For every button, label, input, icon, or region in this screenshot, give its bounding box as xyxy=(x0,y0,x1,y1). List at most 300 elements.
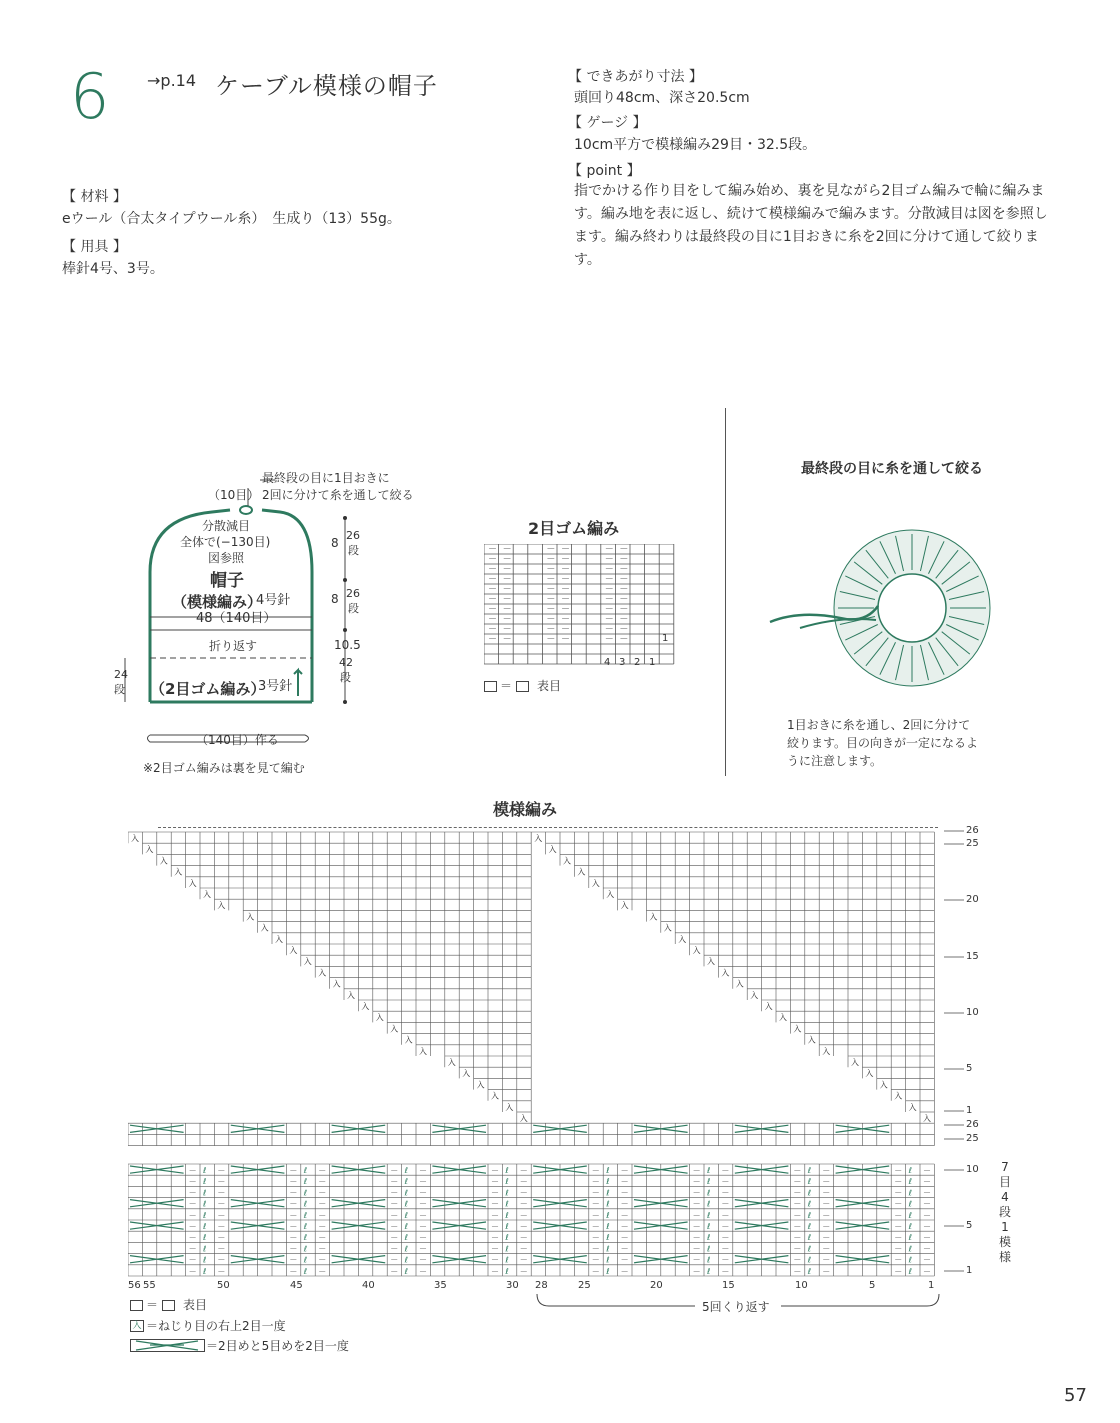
purl-symbol: － xyxy=(923,1255,931,1265)
purl-symbol: － xyxy=(620,1210,629,1220)
purl-symbol: － xyxy=(591,1222,600,1231)
row-marker-25: 25 xyxy=(966,838,979,849)
purl-symbol: － xyxy=(894,1166,903,1175)
purl-symbol: － xyxy=(491,1177,499,1187)
rib-purl-symbol: － xyxy=(619,605,629,615)
rib-purl-symbol: － xyxy=(604,555,614,565)
decrease-symbol: 入 xyxy=(375,1013,384,1023)
dim-top-rows: 26 xyxy=(346,529,360,542)
twisted-stitch-symbol: ℓ xyxy=(303,1266,308,1276)
purl-symbol: － xyxy=(894,1188,903,1198)
purl-symbol: － xyxy=(923,1199,931,1209)
rib-purl-symbol: － xyxy=(619,635,629,645)
purl-symbol: － xyxy=(591,1255,600,1265)
decrease-symbol: 入 xyxy=(707,957,715,967)
purl-symbol: － xyxy=(188,1244,197,1254)
purl-symbol: － xyxy=(692,1222,701,1231)
twisted-stitch-symbol: ℓ xyxy=(203,1199,207,1209)
purl-symbol: － xyxy=(793,1266,802,1276)
purl-symbol: － xyxy=(289,1210,298,1220)
rib-purl-symbol: － xyxy=(488,635,498,645)
rib-purl-symbol: － xyxy=(604,565,614,575)
twisted-stitch-symbol: ℓ xyxy=(303,1210,308,1220)
purl-symbol: － xyxy=(188,1188,197,1198)
rib-purl-symbol: － xyxy=(561,585,571,595)
tools-label: 【 用具 】 xyxy=(62,239,127,255)
rib-purl-symbol: － xyxy=(488,585,498,595)
twisted-stitch-symbol: ℓ xyxy=(303,1199,308,1209)
rib-legend-text: 表目 xyxy=(537,679,562,693)
purl-symbol: － xyxy=(692,1244,701,1254)
rib-purl-symbol: － xyxy=(488,555,498,565)
row-marker-10b: 10 xyxy=(966,1164,979,1175)
col-label-35: 35 xyxy=(434,1280,447,1291)
decrease-symbol: 入 xyxy=(879,1080,888,1090)
purl-symbol: － xyxy=(591,1233,600,1243)
dim-body-cm: 10.5 xyxy=(334,638,361,652)
row-marker-20: 20 xyxy=(966,894,979,905)
main-chart-title: 模様編み xyxy=(493,800,558,819)
rib-purl-symbol: － xyxy=(502,565,512,575)
decrease-symbol: 入 xyxy=(275,934,283,944)
twisted-stitch-symbol: ℓ xyxy=(505,1188,509,1198)
decrease-symbol: 入 xyxy=(159,856,168,866)
rib-purl-symbol: － xyxy=(561,625,571,635)
twisted-stitch-symbol: ℓ xyxy=(807,1177,812,1187)
rib-purl-symbol: － xyxy=(561,575,571,585)
purl-symbol: － xyxy=(419,1244,427,1254)
twisted-stitch-symbol: ℓ xyxy=(404,1222,408,1231)
purl-symbol: － xyxy=(793,1166,802,1175)
hat-width: 48（140目） xyxy=(196,611,277,626)
legend-knit-box xyxy=(516,681,529,692)
purl-symbol: － xyxy=(692,1188,701,1198)
decrease-symbol: 入 xyxy=(361,1002,370,1011)
purl-symbol: － xyxy=(519,1166,528,1175)
twisted-stitch-symbol: ℓ xyxy=(303,1166,308,1175)
purl-symbol: － xyxy=(491,1233,499,1243)
purl-symbol: － xyxy=(188,1255,197,1265)
purl-symbol: － xyxy=(318,1199,327,1209)
decrease-symbol: 入 xyxy=(548,845,557,855)
purl-symbol: － xyxy=(793,1222,802,1231)
purl-symbol: － xyxy=(591,1210,600,1220)
twisted-stitch-symbol: ℓ xyxy=(908,1222,912,1231)
purl-symbol: － xyxy=(390,1166,399,1175)
repeat-side-label xyxy=(998,1160,1012,1265)
purl-symbol: － xyxy=(822,1199,831,1209)
purl-symbol: － xyxy=(289,1266,298,1276)
purl-symbol: － xyxy=(519,1177,528,1187)
decrease-symbol: 入 xyxy=(793,1024,802,1034)
rib-purl-symbol: － xyxy=(619,585,629,595)
size-text: 頭回り48cm、深さ20.5cm xyxy=(574,90,750,106)
purl-symbol: － xyxy=(318,1222,327,1231)
purl-symbol: － xyxy=(419,1210,427,1220)
dim-rib-rows: 24 xyxy=(114,668,128,681)
purl-symbol: － xyxy=(692,1166,701,1175)
side-label-char: 様 xyxy=(998,1250,1011,1264)
row-marker-arrows xyxy=(940,826,966,1278)
rib-purl-symbol: － xyxy=(604,575,614,585)
purl-symbol: － xyxy=(289,1177,298,1187)
rib-purl-symbol: － xyxy=(502,635,512,645)
hat-name: 帽子 xyxy=(210,571,244,591)
purl-symbol: － xyxy=(894,1210,903,1220)
purl-symbol: － xyxy=(620,1255,629,1265)
twisted-stitch-symbol: ℓ xyxy=(707,1177,711,1187)
twisted-stitch-symbol: ℓ xyxy=(505,1244,509,1254)
legend-cable-text: ＝2目めと5目めを2目一度 xyxy=(206,1339,349,1353)
rib-purl-symbol: － xyxy=(604,625,614,635)
decrease-symbol: 入 xyxy=(260,923,269,933)
purl-symbol: － xyxy=(217,1244,226,1254)
twisted-stitch-symbol: ℓ xyxy=(303,1188,308,1198)
purl-symbol: － xyxy=(390,1233,399,1243)
point-label: 【 point 】 xyxy=(568,163,641,179)
decrease-symbol: 入 xyxy=(620,901,629,911)
rib-purl-symbol: － xyxy=(604,595,614,605)
purl-symbol: － xyxy=(591,1166,600,1175)
rib-purl-symbol: － xyxy=(546,575,556,585)
twisted-stitch-symbol: ℓ xyxy=(807,1233,812,1243)
dim-body-dan: 段 xyxy=(340,671,351,684)
size-label: 【 できあがり寸法 】 xyxy=(568,69,703,85)
purl-symbol: － xyxy=(519,1266,528,1276)
twisted-stitch-symbol: ℓ xyxy=(606,1166,610,1175)
rib-col-4: 4 xyxy=(604,657,611,668)
col-label-30: 30 xyxy=(506,1280,519,1291)
purl-symbol: － xyxy=(318,1244,327,1254)
twisted-stitch-symbol: ℓ xyxy=(303,1233,308,1243)
decrease-symbol: 入 xyxy=(332,979,341,989)
decrease-symbol: 入 xyxy=(447,1058,456,1067)
purl-symbol: － xyxy=(822,1177,831,1187)
twisted-stitch-symbol: ℓ xyxy=(303,1177,308,1187)
rib-purl-symbol: － xyxy=(488,545,498,555)
page-title: ケーブル模様の帽子 xyxy=(215,72,438,100)
twisted-stitch-symbol: ℓ xyxy=(707,1255,711,1265)
purl-symbol: － xyxy=(591,1188,600,1198)
purl-symbol: － xyxy=(318,1255,327,1265)
twisted-stitch-symbol: ℓ xyxy=(908,1199,912,1209)
purl-symbol: － xyxy=(217,1255,226,1265)
twisted-stitch-symbol: ℓ xyxy=(707,1210,711,1220)
col-label-10: 10 xyxy=(795,1280,808,1291)
decrease-label: 分散減目 xyxy=(202,519,251,533)
purl-symbol: － xyxy=(217,1199,226,1209)
rib-purl-symbol: － xyxy=(546,565,556,575)
twisted-stitch-symbol: ℓ xyxy=(807,1255,812,1265)
legend-knit-text: 表目 xyxy=(183,1298,208,1312)
decrease-symbol: 入 xyxy=(923,1114,931,1123)
rib-purl-symbol: － xyxy=(546,585,556,595)
purl-symbol: － xyxy=(217,1210,226,1220)
purl-symbol: － xyxy=(419,1188,427,1198)
decrease-symbol: 入 xyxy=(246,912,255,922)
rib-purl-symbol: － xyxy=(561,605,571,615)
rib-col-2: 2 xyxy=(634,657,641,668)
purl-symbol: － xyxy=(519,1222,528,1231)
dim-rib-dan: 段 xyxy=(114,683,125,696)
rib-purl-symbol: － xyxy=(561,615,571,625)
purl-symbol: － xyxy=(822,1255,831,1265)
purl-symbol: － xyxy=(519,1244,528,1254)
purl-symbol: － xyxy=(721,1188,730,1198)
purl-symbol: － xyxy=(188,1222,197,1231)
legend-empty-box xyxy=(484,681,497,692)
rib-purl-symbol: － xyxy=(488,615,498,625)
decrease-symbol: 入 xyxy=(390,1024,399,1034)
twisted-stitch-symbol: ℓ xyxy=(606,1210,610,1220)
decrease-total: 全体で(−130目) xyxy=(180,535,271,549)
twisted-stitch-symbol: ℓ xyxy=(606,1255,610,1265)
twisted-stitch-symbol: ℓ xyxy=(707,1166,711,1175)
decrease-symbol: 入 xyxy=(188,878,197,888)
purl-symbol: － xyxy=(217,1222,226,1231)
purl-symbol: － xyxy=(894,1244,903,1254)
purl-symbol: － xyxy=(620,1244,629,1254)
purl-symbol: － xyxy=(419,1166,427,1175)
purl-symbol: － xyxy=(591,1199,600,1209)
decrease-symbol: 入 xyxy=(505,1102,514,1112)
col-label-28: 28 xyxy=(535,1280,548,1291)
rib-purl-symbol: － xyxy=(488,565,498,575)
purl-symbol: － xyxy=(318,1188,327,1198)
purl-symbol: － xyxy=(923,1266,931,1276)
purl-symbol: － xyxy=(519,1188,528,1198)
col-label-55: 55 xyxy=(143,1280,156,1291)
twisted-stitch-symbol: ℓ xyxy=(606,1244,610,1254)
decrease-symbol: 入 xyxy=(678,934,687,944)
decrease-symbol: 入 xyxy=(563,856,571,866)
purl-symbol: － xyxy=(419,1177,427,1187)
decrease-symbol: 入 xyxy=(908,1102,917,1112)
row-marker-1: 1 xyxy=(966,1105,973,1116)
purl-symbol: － xyxy=(923,1166,931,1175)
twisted-stitch-symbol: ℓ xyxy=(807,1199,812,1209)
purl-symbol: － xyxy=(491,1188,499,1198)
purl-symbol: － xyxy=(721,1266,730,1276)
twisted-stitch-symbol: ℓ xyxy=(807,1210,812,1220)
twisted-stitch-symbol: ℓ xyxy=(707,1222,711,1231)
purl-symbol: － xyxy=(188,1266,197,1276)
twisted-stitch-symbol: ℓ xyxy=(908,1233,912,1243)
purl-symbol: － xyxy=(289,1222,298,1231)
purl-symbol: － xyxy=(390,1188,399,1198)
purl-symbol: － xyxy=(923,1188,931,1198)
rib-purl-symbol: － xyxy=(619,565,629,575)
purl-symbol: － xyxy=(419,1255,427,1265)
purl-symbol: － xyxy=(793,1188,802,1198)
decrease-symbol: 入 xyxy=(591,878,600,888)
rib-purl-symbol: － xyxy=(561,595,571,605)
decrease-symbol: 入 xyxy=(692,946,701,955)
purl-symbol: － xyxy=(923,1244,931,1254)
rib-purl-symbol: － xyxy=(502,575,512,585)
purl-symbol: － xyxy=(390,1266,399,1276)
purl-symbol: － xyxy=(419,1233,427,1243)
twisted-stitch-symbol: ℓ xyxy=(908,1166,912,1175)
purl-symbol: － xyxy=(217,1177,226,1187)
rib-col-3: 3 xyxy=(619,657,626,668)
purl-symbol: － xyxy=(491,1266,499,1276)
decrease-symbol: 入 xyxy=(894,1091,903,1101)
rib-purl-symbol: － xyxy=(561,635,571,645)
twisted-stitch-symbol: ℓ xyxy=(203,1255,207,1265)
twisted-stitch-symbol: ℓ xyxy=(707,1188,711,1198)
twisted-stitch-symbol: ℓ xyxy=(505,1199,509,1209)
rib-purl-symbol: － xyxy=(502,605,512,615)
rib-purl-symbol: － xyxy=(561,555,571,565)
row-marker-15: 15 xyxy=(966,951,979,962)
twisted-stitch-symbol: ℓ xyxy=(707,1244,711,1254)
decrease-symbol: 入 xyxy=(462,1069,471,1079)
row-marker-1b: 1 xyxy=(966,1265,973,1276)
dim-mid-cm: 8 xyxy=(331,592,339,606)
rib-purl-symbol: － xyxy=(604,605,614,615)
rib-purl-symbol: － xyxy=(619,625,629,635)
decrease-symbol: 入 xyxy=(807,1035,816,1045)
decrease-symbol: 入 xyxy=(318,968,327,978)
col-label-15: 15 xyxy=(722,1280,735,1291)
decrease-symbol: 入 xyxy=(491,1091,499,1101)
twisted-stitch-symbol: ℓ xyxy=(606,1222,610,1231)
twisted-stitch-symbol: ℓ xyxy=(807,1166,812,1175)
purl-symbol: － xyxy=(894,1199,903,1209)
rib-purl-symbol: － xyxy=(604,615,614,625)
twisted-stitch-symbol: ℓ xyxy=(505,1210,509,1220)
twisted-stitch-symbol: ℓ xyxy=(606,1266,610,1276)
needle-3: 3号針 xyxy=(258,679,293,694)
rib-purl-symbol: － xyxy=(604,635,614,645)
main-chart-grid xyxy=(128,826,944,1278)
twisted-stitch-symbol: ℓ xyxy=(606,1199,610,1209)
decrease-ref: 図参照 xyxy=(208,551,245,565)
rib-purl-symbol: － xyxy=(561,545,571,555)
twisted-stitch-symbol: ℓ xyxy=(203,1233,207,1243)
rib-purl-symbol: － xyxy=(488,575,498,585)
decrease-symbol: 入 xyxy=(419,1046,427,1056)
purl-symbol: － xyxy=(822,1222,831,1231)
col-label-25: 25 xyxy=(578,1280,591,1291)
decrease-symbol: 入 xyxy=(721,968,730,978)
side-label-char: 1 xyxy=(1001,1220,1009,1234)
purl-symbol: － xyxy=(390,1210,399,1220)
decrease-symbol: 入 xyxy=(851,1058,859,1067)
purl-symbol: － xyxy=(793,1255,802,1265)
purl-symbol: － xyxy=(289,1199,298,1209)
legend-decrease-text: ＝ねじり目の右上2目一度 xyxy=(146,1319,286,1333)
decrease-symbol: 入 xyxy=(174,867,183,877)
rib-purl-symbol: － xyxy=(502,555,512,565)
rib-label: （2目ゴム編み） xyxy=(150,680,266,698)
rib-purl-symbol: － xyxy=(546,625,556,635)
purl-symbol: － xyxy=(894,1222,903,1231)
twisted-stitch-symbol: ℓ xyxy=(404,1244,408,1254)
purl-symbol: － xyxy=(318,1210,327,1220)
purl-symbol: － xyxy=(289,1255,298,1265)
repeat-label: 5回くり返す xyxy=(702,1300,770,1314)
rib-purl-symbol: － xyxy=(488,605,498,615)
purl-symbol: － xyxy=(188,1177,197,1187)
hat-pattern: （模様編み） xyxy=(172,593,263,611)
purl-symbol: － xyxy=(390,1222,399,1231)
fold-label: 折り返す xyxy=(209,639,258,653)
decrease-symbol: 入 xyxy=(779,1013,787,1023)
gather-title: 最終段の目に糸を通して絞る xyxy=(801,461,983,477)
twisted-stitch-symbol: ℓ xyxy=(404,1255,408,1265)
decrease-symbol: 入 xyxy=(289,946,298,955)
twisted-stitch-symbol: ℓ xyxy=(807,1188,812,1198)
gauge-label: 【 ゲージ 】 xyxy=(568,115,647,131)
decrease-symbol: 入 xyxy=(303,957,312,967)
side-label-char: 模 xyxy=(998,1235,1011,1249)
rib-purl-symbol: － xyxy=(561,565,571,575)
legend-empty-box-2 xyxy=(130,1300,143,1311)
dim-mid-rows: 26 xyxy=(346,587,360,600)
top-stitch-count: （10目） xyxy=(208,488,260,502)
twisted-stitch-symbol: ℓ xyxy=(606,1177,610,1187)
twisted-stitch-symbol: ℓ xyxy=(908,1255,912,1265)
vertical-divider xyxy=(725,408,726,776)
decrease-symbol: 入 xyxy=(534,834,543,843)
row-marker-5b: 5 xyxy=(966,1220,973,1231)
gauge-text: 10cm平方で模様編み29目・32.5段。 xyxy=(574,137,817,153)
decrease-symbol: 入 xyxy=(577,867,586,877)
decrease-symbol: 入 xyxy=(404,1035,413,1045)
rib-purl-symbol: － xyxy=(502,585,512,595)
twisted-stitch-symbol: ℓ xyxy=(404,1166,408,1175)
pattern-number: 6 xyxy=(70,60,110,133)
purl-symbol: － xyxy=(721,1233,730,1243)
cast-on-count: （140目）作る xyxy=(196,733,279,747)
decrease-symbol: 入 xyxy=(203,890,211,899)
purl-symbol: － xyxy=(923,1233,931,1243)
purl-symbol: － xyxy=(318,1233,327,1243)
purl-symbol: － xyxy=(289,1233,298,1243)
rib-purl-symbol: － xyxy=(502,625,512,635)
decrease-symbol: 入 xyxy=(735,979,744,989)
purl-symbol: － xyxy=(318,1166,327,1175)
purl-symbol: － xyxy=(519,1233,528,1243)
purl-symbol: － xyxy=(894,1266,903,1276)
purl-symbol: － xyxy=(390,1199,399,1209)
twisted-stitch-symbol: ℓ xyxy=(203,1166,207,1175)
purl-symbol: － xyxy=(289,1166,298,1175)
twisted-stitch-symbol: ℓ xyxy=(505,1255,509,1265)
rib-purl-symbol: － xyxy=(604,545,614,555)
purl-symbol: － xyxy=(692,1233,701,1243)
rib-chart-title: 2目ゴム編み xyxy=(528,519,620,538)
purl-symbol: － xyxy=(923,1210,931,1220)
twisted-stitch-symbol: ℓ xyxy=(404,1177,408,1187)
purl-symbol: － xyxy=(620,1177,629,1187)
rib-footnote: ※2目ゴム編みは裏を見て編む xyxy=(143,761,305,775)
gather-caption-3: うに注意します。 xyxy=(787,754,883,768)
twisted-stitch-symbol: ℓ xyxy=(707,1266,711,1276)
gather-point xyxy=(240,506,252,514)
purl-symbol: － xyxy=(591,1177,600,1187)
twisted-stitch-symbol: ℓ xyxy=(606,1233,610,1243)
purl-symbol: － xyxy=(390,1244,399,1254)
purl-symbol: － xyxy=(894,1177,903,1187)
legend-cable-symbol xyxy=(130,1339,206,1353)
col-label-56: 56 xyxy=(128,1280,141,1291)
decrease-symbol: 入 xyxy=(663,923,672,933)
rib-col-1: 1 xyxy=(649,657,656,668)
rib-purl-symbol: － xyxy=(546,555,556,565)
